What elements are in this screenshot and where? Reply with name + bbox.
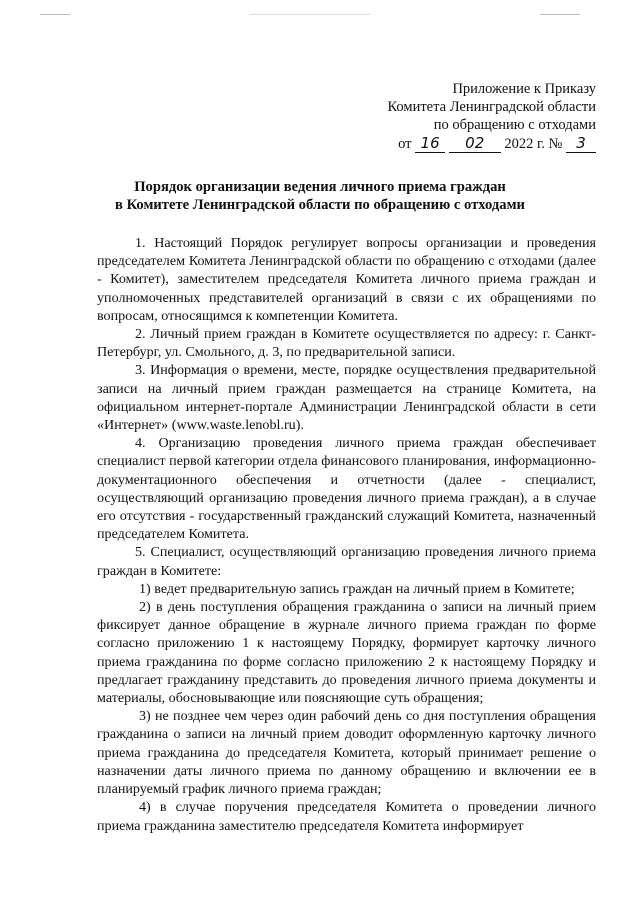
approval-header	[387, 80, 596, 153]
header-line-1: Приложение к Приказу	[452, 81, 596, 97]
handwritten-month: 02	[449, 134, 501, 153]
handwritten-number: 3	[566, 134, 596, 153]
scan-artifact-right	[540, 14, 580, 15]
date-prefix: от	[398, 136, 412, 152]
paragraph-3: 3. Информация о времени, месте, порядке осуществления предварительной записи на личный прием граждан размещается на странице Комитета, на официальном интернет-портале Администрации Ленинградской области в сети «Интернет» (www.waste.lenobl.ru).	[97, 362, 596, 434]
paragraph-5: 5. Специалист, осуществляющий организацию проведения личного приема граждан в Комитете:	[97, 544, 596, 579]
scan-artifact-center	[250, 14, 370, 15]
paragraph-2: 2. Личный прием граждан в Комитете осуществляется по адресу: г. Санкт-Петербург, ул. Смольного, д. 3, по предварительной записи.	[97, 326, 596, 361]
subitem-1: 1) ведет предварительную запись граждан на личный прием в Комитете;	[139, 580, 575, 597]
subitem-2: 2) в день поступления обращения гражданина о записи на личный прием фиксирует данное обращение в журнале личного приема граждан по форме согласно приложению 1 к настоящему Порядку, формирует карточку личного приема гражданина по форме согласно приложению 2 к настоящему Порядку и предлагает гражданину представить до проведения личного приема документы и материалы, обосновывающие или поясняющие суть обращения;	[97, 599, 596, 707]
title-line-2: в Комитете Ленинградской области по обращению с отходами	[115, 197, 525, 213]
subitem-4: 4) в случае поручения председателя Комитета о проведении личного приема гражданина заместителю председателя Комитета информирует	[97, 799, 596, 834]
document-body	[97, 234, 596, 835]
header-line-3: по обращению с отходами	[433, 117, 596, 133]
header-date-line	[387, 134, 596, 153]
header-line-2: Комитета Ленинградской области	[387, 99, 596, 115]
paragraph-4: 4. Организацию проведения личного приема граждан обеспечивает специалист первой категории отдела финансового планирования, информационно-документационного обеспечения и отчетности (далее - специалист, осуществляющий организацию проведения личного приема граждан), а в случае его отсутствия - государственный гражданский служащий Комитета, назначенный председателем Комитета.	[97, 435, 596, 543]
paragraph-1: 1. Настоящий Порядок регулирует вопросы организации и проведения председателем Комитета Ленинградской области по обращению с отходами (далее - Комитет), заместителем председателя Комитета личного приема граждан и уполномоченных представителей организаций в связи с их обращениями по вопросам, относящимся к компетенции Комитета.	[97, 235, 596, 324]
document-title	[60, 178, 580, 214]
scan-artifact-left	[40, 14, 70, 15]
subitem-3: 3) не позднее чем через один рабочий день со дня поступления обращения гражданина о записи на личный прием доводит оформленную карточку личного приема гражданина до председателя Комитета, который принимает решение о назначении даты личного приема по данному обращению и включении ее в планируемый график личного приема граждан;	[97, 708, 596, 798]
year-and-number-label: 2022 г. №	[504, 136, 563, 152]
title-line-1: Порядок организации ведения личного приема граждан	[134, 179, 506, 195]
handwritten-day: 16	[415, 134, 445, 153]
